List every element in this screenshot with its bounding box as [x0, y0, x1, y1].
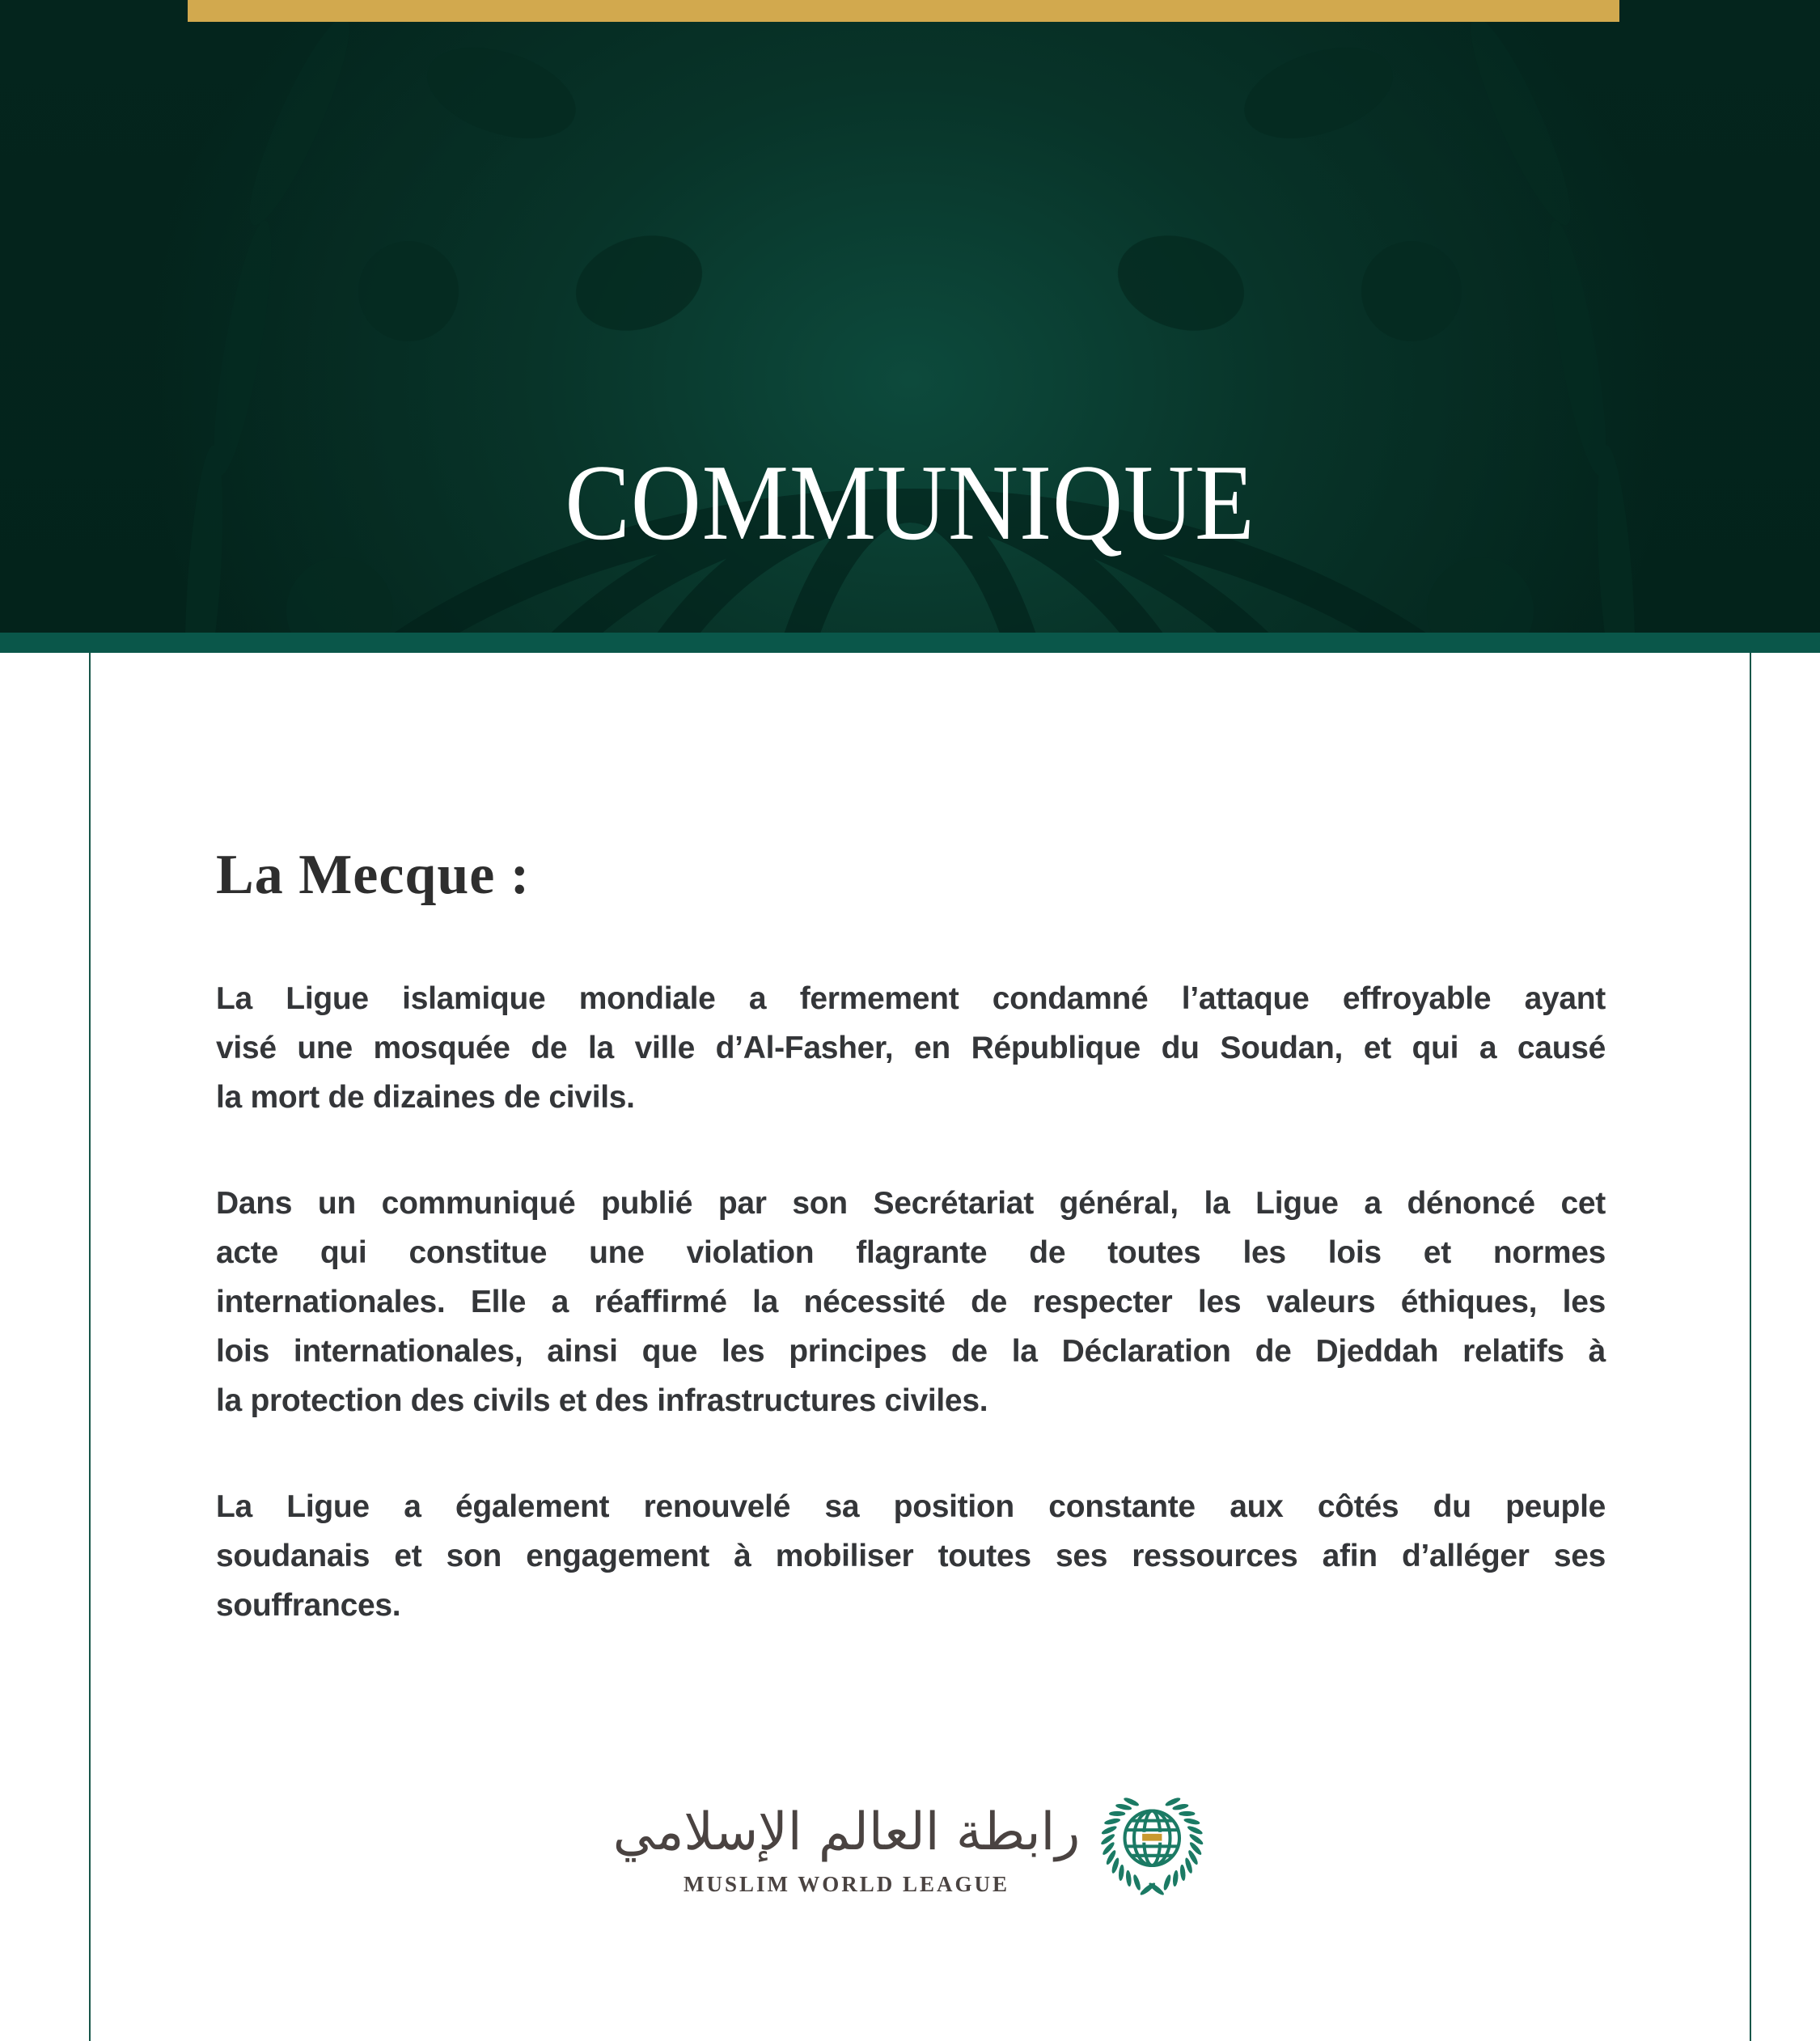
paragraph-3-line-2: soudanais et son engagement à mobiliser toutes ses ressources afin d’alléger ses	[216, 1539, 1606, 1573]
paragraph-2-line-3: internationales. Elle a réaffirmé la nécessité de respecter les valeurs éthiques, les	[216, 1285, 1606, 1319]
paragraph-2-line-2: acte qui constitue une violation flagrante de toutes les lois et normes	[216, 1235, 1606, 1270]
header-banner	[0, 0, 1820, 633]
mwl-arabic-calligraphy: رابطة العالم الإسلامي	[612, 1802, 1081, 1863]
paragraph-3	[216, 1482, 1606, 1630]
teal-separator-band	[0, 633, 1820, 653]
paragraph-2	[216, 1179, 1606, 1425]
mwl-english-wordmark: MUSLIM WORLD LEAGUE	[683, 1872, 1010, 1897]
mwl-logo-text-block	[613, 1793, 1080, 1897]
mwl-logo	[613, 1785, 1207, 1906]
paragraph-1-line-3: la mort de dizaines de civils.	[216, 1080, 635, 1115]
banner-title: COMMUNIQUE	[565, 442, 1255, 562]
panel-frame-line-right	[1750, 653, 1751, 2041]
paragraph-3-line-3: souffrances.	[216, 1588, 401, 1623]
paragraph-2-line-4: lois internationales, ainsi que les principes de la Déclaration de Djeddah relatifs à	[216, 1334, 1606, 1369]
paragraph-2-line-5: la protection des civils et des infrastructures civiles.	[216, 1383, 988, 1418]
paragraph-1-line-1: La Ligue islamique mondiale a fermement condamné l’attaque effroyable ayant	[216, 981, 1606, 1016]
gold-accent-bar	[188, 0, 1619, 22]
panel-frame-line-left	[89, 653, 91, 2041]
paragraph-1-line-2: visé une mosquée de la ville d’Al-Fasher, en République du Soudan, et qui a causé	[216, 1031, 1606, 1065]
communique-body	[216, 974, 1606, 1687]
paragraph-2-line-1: Dans un communiqué publié par son Secrétariat général, la Ligue a dénoncé cet	[216, 1186, 1606, 1221]
paragraph-1	[216, 974, 1606, 1122]
dateline-heading: La Mecque :	[216, 844, 531, 906]
paragraph-3-line-1: La Ligue a également renouvelé sa position constante aux côtés du peuple	[216, 1489, 1606, 1524]
mwl-wreath-globe-emblem-icon	[1098, 1785, 1207, 1906]
